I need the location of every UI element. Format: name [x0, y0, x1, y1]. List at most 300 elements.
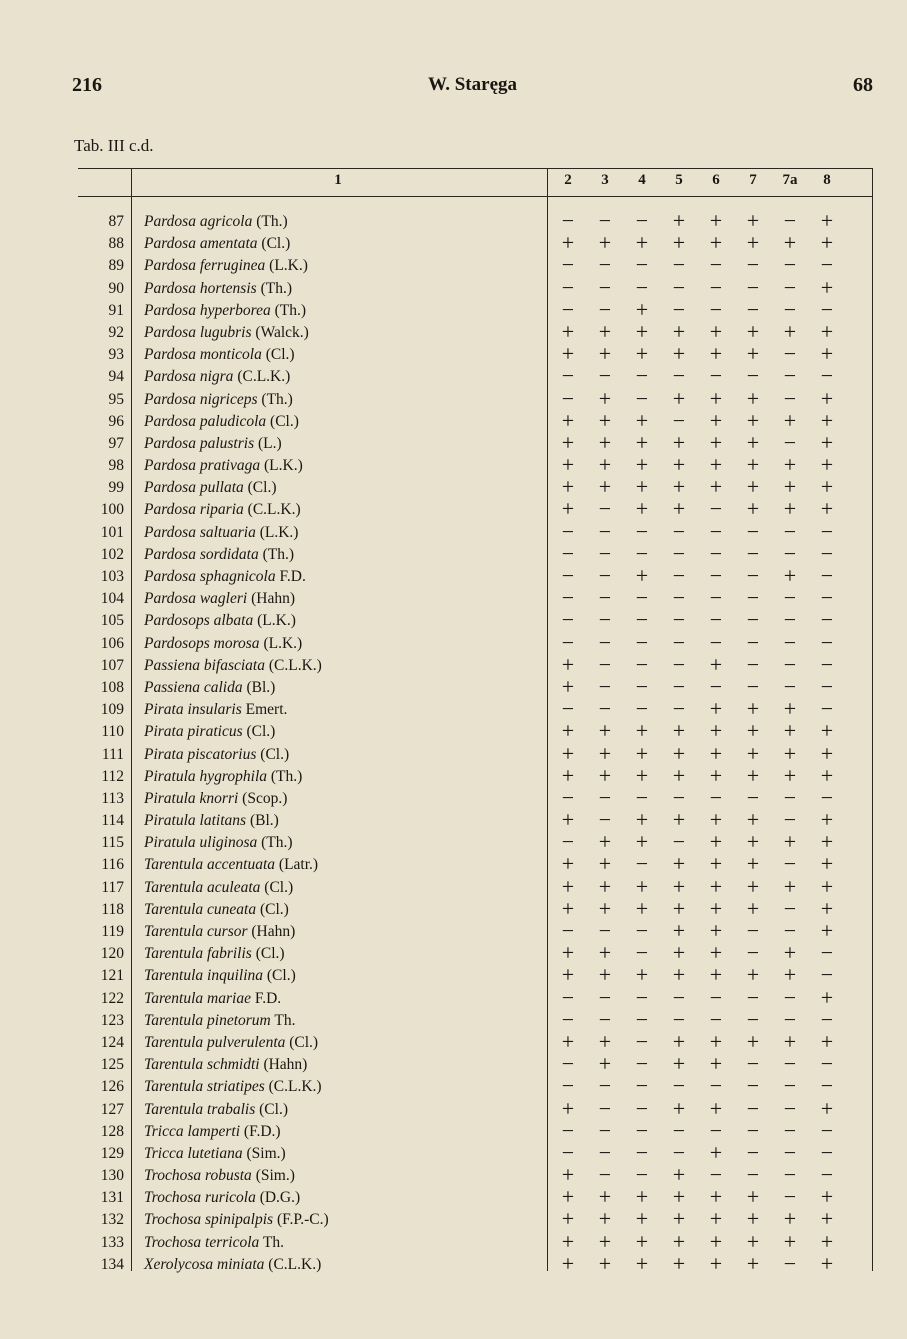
running-title: W. Staręga	[427, 74, 518, 95]
presence-mark: +	[672, 895, 686, 921]
presence-mark: +	[635, 807, 649, 833]
species-name	[144, 834, 293, 852]
genus: Trochosa	[144, 1233, 202, 1251]
presence-mark: +	[709, 873, 723, 899]
row-number: 117	[101, 878, 124, 896]
genus: Tarentula	[144, 967, 204, 985]
presence-mark: +	[783, 407, 797, 433]
presence-mark: +	[672, 1184, 686, 1210]
presence-mark: +	[709, 1206, 723, 1232]
presence-mark: −	[783, 851, 797, 877]
presence-mark: −	[598, 673, 612, 699]
species-name	[144, 1234, 284, 1252]
presence-mark: −	[746, 1006, 760, 1032]
presence-mark: −	[709, 496, 723, 522]
species-name	[144, 990, 281, 1008]
genus: Pardosa	[144, 501, 196, 519]
presence-mark: +	[561, 1228, 575, 1254]
presence-mark: −	[672, 651, 686, 677]
species-name	[144, 413, 299, 431]
presence-mark: −	[783, 895, 797, 921]
presence-mark: −	[672, 607, 686, 633]
presence-mark: −	[783, 651, 797, 677]
presence-mark: −	[635, 518, 649, 544]
presence-mark: +	[746, 1206, 760, 1232]
presence-mark: −	[783, 429, 797, 455]
genus: Tarentula	[144, 878, 204, 896]
presence-mark: −	[598, 540, 612, 566]
row-number: 99	[108, 479, 124, 497]
species-epithet: hygrophila	[199, 767, 267, 785]
presence-mark: −	[746, 673, 760, 699]
presence-mark: +	[709, 1228, 723, 1254]
author: Th.	[274, 1011, 296, 1029]
presence-mark: +	[672, 208, 686, 233]
presence-mark: +	[820, 208, 834, 233]
species-name	[144, 1012, 295, 1030]
presence-mark: +	[746, 873, 760, 899]
presence-mark: −	[820, 1051, 834, 1077]
species-epithet: terricola	[205, 1233, 260, 1251]
presence-mark: +	[820, 1095, 834, 1121]
genus: Passiena	[144, 656, 200, 674]
row-number: 108	[100, 678, 124, 696]
presence-mark: +	[598, 895, 612, 921]
presence-mark: −	[561, 696, 575, 722]
row-number: 89	[108, 257, 124, 275]
presence-mark: +	[783, 318, 797, 344]
species-epithet: cursor	[207, 923, 248, 940]
row-number: 133	[100, 1233, 124, 1251]
presence-mark: −	[820, 1006, 834, 1032]
row-number: 127	[100, 1100, 124, 1118]
author: (L.)	[257, 434, 282, 452]
presence-mark: +	[820, 1206, 834, 1232]
genus: Pardosa	[144, 390, 196, 408]
presence-mark: +	[820, 895, 834, 921]
presence-mark: +	[709, 385, 723, 411]
presence-mark: +	[783, 474, 797, 500]
page-number-right: 68	[853, 74, 873, 96]
presence-mark: −	[709, 563, 723, 588]
presence-mark: −	[746, 1051, 760, 1077]
presence-mark: −	[672, 1073, 686, 1099]
genus: Pardosa	[144, 568, 196, 585]
presence-mark: −	[783, 208, 797, 233]
presence-mark: −	[635, 984, 649, 1010]
row-number: 128	[100, 1122, 124, 1140]
species-epithet: striatipes	[207, 1078, 265, 1096]
species-name	[144, 967, 296, 985]
presence-mark: −	[709, 252, 723, 278]
presence-mark: +	[635, 341, 649, 367]
presence-mark: −	[598, 1095, 612, 1121]
presence-mark: +	[561, 718, 575, 744]
presence-mark: −	[672, 518, 686, 544]
presence-mark: +	[635, 1250, 649, 1276]
author: (L.K.)	[264, 457, 303, 475]
presence-mark: +	[672, 318, 686, 344]
genus: Passiena	[144, 678, 200, 696]
presence-mark: +	[598, 1184, 612, 1210]
genus: Tarentula	[144, 945, 204, 963]
presence-mark: −	[672, 673, 686, 699]
presence-mark: +	[783, 940, 797, 966]
genus: Tarentula	[144, 923, 204, 940]
presence-mark: −	[635, 540, 649, 566]
presence-mark: +	[820, 1228, 834, 1254]
presence-mark: −	[672, 540, 686, 566]
row-number: 121	[100, 967, 124, 985]
presence-mark: +	[672, 1095, 686, 1121]
row-number: 122	[100, 989, 124, 1007]
presence-mark: −	[561, 296, 575, 322]
author: (Latr.)	[278, 856, 319, 874]
author: (Th.)	[274, 301, 307, 319]
presence-mark: +	[561, 452, 575, 478]
presence-mark: −	[746, 518, 760, 544]
page-number-left: 216	[72, 74, 102, 96]
presence-mark: −	[783, 1184, 797, 1210]
presence-mark: +	[820, 318, 834, 344]
presence-mark: +	[598, 1206, 612, 1232]
presence-mark: +	[709, 718, 723, 744]
row-number: 106	[100, 634, 124, 652]
genus: Trochosa	[144, 1189, 202, 1207]
presence-mark: +	[561, 1184, 575, 1210]
presence-mark: −	[783, 1250, 797, 1276]
species-epithet: calida	[203, 678, 243, 696]
genus: Pardosa	[144, 545, 196, 563]
presence-mark: +	[820, 807, 834, 833]
presence-mark: +	[561, 762, 575, 788]
presence-mark: −	[561, 1006, 575, 1032]
author: (F.P.-C.)	[276, 1211, 329, 1229]
presence-mark: −	[783, 1095, 797, 1121]
row-number: 87	[108, 213, 124, 230]
presence-mark: +	[672, 474, 686, 500]
species-epithet: schmidti	[207, 1056, 260, 1074]
presence-mark: −	[635, 784, 649, 810]
species-epithet: prativaga	[199, 457, 261, 475]
presence-mark: −	[598, 918, 612, 943]
presence-mark: +	[746, 851, 760, 877]
presence-mark: +	[820, 385, 834, 411]
species-name	[144, 1101, 288, 1119]
presence-mark: −	[672, 296, 686, 322]
row-number: 129	[100, 1144, 124, 1162]
presence-mark: +	[783, 962, 797, 988]
author: (Cl.)	[259, 1100, 288, 1118]
presence-mark: −	[598, 1117, 612, 1143]
presence-mark: +	[783, 230, 797, 256]
presence-mark: +	[783, 829, 797, 855]
presence-mark: +	[672, 1051, 686, 1077]
presence-mark: −	[672, 1006, 686, 1032]
species-name	[144, 479, 276, 497]
genus: Pardosa	[144, 590, 196, 608]
presence-mark: −	[746, 585, 760, 611]
presence-mark: −	[635, 1051, 649, 1077]
presence-mark: +	[561, 940, 575, 966]
table-caption: Tab. III c.d.	[74, 136, 154, 155]
genus: Pardosa	[144, 301, 196, 319]
presence-mark: −	[783, 585, 797, 611]
presence-mark: +	[598, 429, 612, 455]
presence-mark: −	[746, 563, 760, 588]
presence-mark: −	[709, 1006, 723, 1032]
presence-mark: +	[598, 873, 612, 899]
presence-mark: +	[561, 230, 575, 256]
row-number: 96	[108, 412, 124, 430]
species-epithet: ferruginea	[199, 257, 266, 275]
presence-mark: −	[561, 629, 575, 655]
species-epithet: lugubris	[199, 323, 252, 341]
presence-mark: −	[635, 1162, 649, 1188]
presence-mark: +	[635, 829, 649, 855]
presence-mark: +	[820, 1028, 834, 1054]
presence-mark: −	[672, 363, 686, 389]
species-epithet: palustris	[199, 434, 255, 452]
species-epithet: lutetiana	[187, 1144, 243, 1162]
column-header: 1	[334, 172, 342, 188]
presence-mark: −	[672, 585, 686, 611]
presence-mark: −	[635, 1006, 649, 1032]
author: (Cl.)	[289, 1033, 319, 1051]
presence-mark: −	[746, 296, 760, 322]
presence-mark: +	[820, 341, 834, 367]
presence-mark: +	[746, 429, 760, 455]
species-epithet: inquilina	[207, 967, 264, 985]
row-number: 125	[100, 1056, 124, 1074]
genus: Pardosa	[144, 323, 196, 341]
presence-mark: +	[635, 474, 649, 500]
species-epithet: spinipalpis	[205, 1211, 274, 1229]
species-epithet: pullata	[199, 479, 244, 497]
presence-mark: +	[561, 474, 575, 500]
row-number: 92	[108, 323, 124, 341]
presence-mark: +	[746, 829, 760, 855]
presence-mark: −	[672, 696, 686, 722]
author: (Th.)	[260, 279, 292, 297]
presence-mark: +	[820, 230, 834, 256]
presence-mark: −	[820, 296, 834, 322]
species-epithet: uliginosa	[199, 834, 258, 852]
presence-mark: −	[598, 1139, 612, 1165]
presence-mark: +	[598, 1250, 612, 1276]
author: (L.K.)	[269, 257, 308, 275]
presence-mark: +	[598, 385, 612, 411]
presence-mark: −	[635, 585, 649, 611]
presence-mark: +	[561, 873, 575, 899]
presence-mark: −	[783, 784, 797, 810]
presence-mark: +	[672, 918, 686, 943]
presence-mark: −	[820, 629, 834, 655]
presence-mark: −	[635, 918, 649, 943]
row-number: 88	[108, 235, 124, 253]
presence-mark: +	[746, 208, 760, 233]
author: (Cl.)	[246, 723, 276, 741]
presence-mark: +	[635, 762, 649, 788]
presence-mark: −	[783, 918, 797, 943]
presence-mark: −	[783, 984, 797, 1010]
species-name	[144, 368, 290, 386]
presence-mark: −	[783, 1162, 797, 1188]
genus: Pardosa	[144, 235, 196, 253]
presence-mark: +	[561, 740, 575, 766]
species-name	[144, 391, 293, 409]
presence-mark: −	[709, 784, 723, 810]
author: (Scop.)	[242, 789, 288, 807]
presence-mark: +	[635, 1206, 649, 1232]
presence-mark: +	[672, 452, 686, 478]
presence-mark: −	[635, 607, 649, 633]
presence-mark: −	[635, 851, 649, 877]
presence-mark: −	[783, 1051, 797, 1077]
presence-mark: −	[709, 629, 723, 655]
column-header: 5	[675, 172, 683, 188]
genus: Pirata	[144, 745, 184, 763]
presence-mark: −	[635, 1028, 649, 1054]
presence-mark: +	[598, 341, 612, 367]
genus: Pardosa	[144, 479, 196, 497]
author: (C.L.K.)	[247, 501, 301, 519]
presence-mark: +	[598, 718, 612, 744]
presence-mark: −	[709, 518, 723, 544]
presence-mark: +	[635, 740, 649, 766]
row-number: 119	[101, 923, 124, 940]
presence-mark: −	[635, 1117, 649, 1143]
presence-mark: +	[709, 230, 723, 256]
presence-mark: +	[746, 762, 760, 788]
species-epithet: pinetorum	[207, 1011, 271, 1029]
presence-mark: +	[561, 1206, 575, 1232]
presence-mark: +	[746, 718, 760, 744]
row-number: 91	[108, 301, 124, 319]
presence-mark: +	[672, 341, 686, 367]
species-epithet: hyperborea	[199, 301, 271, 319]
species-name	[144, 235, 290, 253]
author: (Sim.)	[255, 1167, 295, 1185]
presence-mark: −	[709, 984, 723, 1010]
presence-mark: −	[820, 784, 834, 810]
author: (Hahn)	[251, 923, 296, 940]
species-name	[144, 568, 306, 586]
presence-mark: +	[746, 341, 760, 367]
species-epithet: agricola	[199, 213, 253, 230]
presence-mark: +	[598, 851, 612, 877]
presence-mark: −	[820, 540, 834, 566]
presence-mark: +	[672, 762, 686, 788]
presence-mark: +	[820, 851, 834, 877]
presence-mark: −	[635, 274, 649, 300]
species-epithet: albata	[213, 612, 254, 630]
presence-mark: +	[635, 452, 649, 478]
presence-mark: +	[709, 807, 723, 833]
presence-mark: +	[709, 940, 723, 966]
presence-mark: −	[635, 696, 649, 722]
presence-mark: −	[783, 607, 797, 633]
row-number: 104	[100, 590, 124, 608]
author: (Walck.)	[255, 323, 309, 341]
species-epithet: pulverulenta	[207, 1033, 286, 1051]
presence-mark: −	[783, 1006, 797, 1032]
presence-mark: +	[635, 1184, 649, 1210]
species-name	[144, 346, 295, 364]
genus: Piratula	[144, 767, 196, 785]
table-header-rule	[78, 196, 873, 197]
presence-mark: +	[746, 1028, 760, 1054]
species-epithet: cuneata	[207, 900, 257, 918]
species-name	[144, 812, 279, 830]
presence-mark: +	[783, 1206, 797, 1232]
presence-mark: −	[746, 1073, 760, 1099]
author: (D.G.)	[259, 1189, 301, 1207]
presence-mark: −	[783, 1073, 797, 1099]
species-name	[144, 1078, 322, 1096]
presence-mark: +	[709, 474, 723, 500]
species-epithet: paludicola	[199, 412, 267, 430]
presence-mark: −	[820, 585, 834, 611]
presence-mark: +	[820, 873, 834, 899]
presence-mark: −	[783, 540, 797, 566]
presence-mark: −	[598, 252, 612, 278]
presence-mark: +	[709, 740, 723, 766]
presence-mark: −	[783, 807, 797, 833]
row-number: 98	[108, 457, 124, 475]
species-epithet: sordidata	[199, 545, 259, 563]
species-name	[144, 257, 308, 275]
presence-mark: +	[598, 230, 612, 256]
presence-mark: +	[561, 1162, 575, 1188]
genus: Pardosa	[144, 457, 196, 475]
genus: Pardosa	[144, 368, 196, 386]
genus: Pardosa	[144, 523, 196, 541]
species-name	[144, 1211, 329, 1229]
presence-mark: −	[635, 1139, 649, 1165]
row-number: 97	[108, 434, 124, 452]
species-epithet: fabrilis	[207, 945, 252, 963]
column-header: 7	[749, 172, 757, 188]
species-name	[144, 746, 289, 764]
presence-mark: −	[598, 518, 612, 544]
presence-mark: −	[598, 296, 612, 322]
presence-mark: +	[561, 318, 575, 344]
presence-mark: −	[598, 363, 612, 389]
presence-mark: +	[709, 1028, 723, 1054]
author: (Th.)	[261, 834, 293, 852]
species-name	[144, 524, 298, 542]
presence-mark: +	[672, 230, 686, 256]
genus: Pardosops	[144, 612, 210, 630]
species-epithet: saltuaria	[199, 523, 256, 541]
author: (Cl.)	[264, 878, 294, 896]
presence-mark: +	[598, 962, 612, 988]
genus: Piratula	[144, 834, 196, 852]
species-name	[144, 901, 289, 919]
presence-mark: +	[820, 1184, 834, 1210]
presence-mark: −	[598, 984, 612, 1010]
presence-mark: +	[746, 452, 760, 478]
author: (C.L.K.)	[268, 1255, 322, 1273]
presence-mark: +	[746, 318, 760, 344]
presence-mark: +	[746, 807, 760, 833]
presence-mark: +	[709, 696, 723, 722]
genus: Pardosa	[144, 257, 196, 275]
genus: Pardosa	[144, 213, 196, 230]
presence-mark: +	[561, 1095, 575, 1121]
species-epithet: accentuata	[207, 856, 276, 874]
